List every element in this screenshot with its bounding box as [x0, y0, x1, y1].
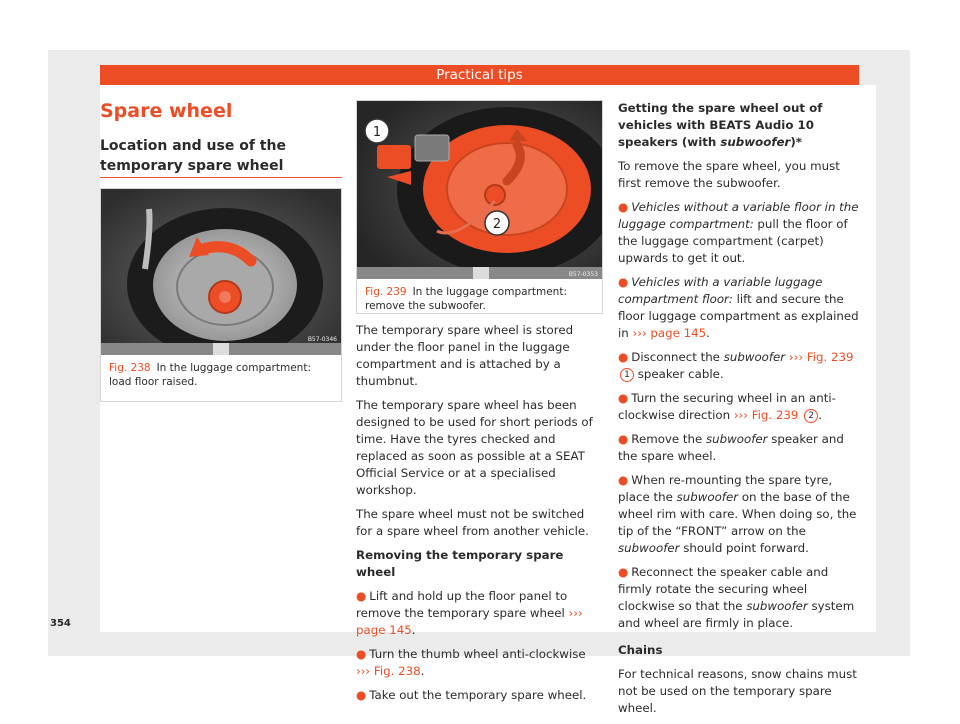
bullet-item: ● Reconnect the speaker cable and firmly rotate the securing wheel clockwise so that the subwoofer system and wheel are firmly in place. [618, 565, 855, 630]
callout-number: 2 [804, 409, 818, 423]
spare-wheel-illustration [101, 189, 341, 355]
chains-heading: Chains [618, 643, 663, 657]
figure-caption [357, 279, 602, 313]
paragraph-1: The temporary spare wheel is stored under the floor panel in the luggage compartment and is attached by a thumbnut. [356, 323, 574, 388]
subwoofer-heading: Getting the spare wheel out of vehicles with BEATS Audio 10 speakers (with subwoofer)* [618, 101, 823, 149]
middle-body [356, 322, 601, 711]
paragraph-2: The temporary spare wheel has been designed to be used for short periods of time. Have the tyres checked and replaced as soon as possible at a SEAT Official Service or at a specialised workshop. [356, 398, 593, 497]
bullet-item: ● Take out the temporary spare wheel. [356, 688, 587, 702]
figure-caption-text: In the luggage compartment: load floor raised. [109, 362, 311, 388]
figure-caption [101, 355, 341, 389]
bullet-item: ● Vehicles with a variable luggage compartment floor: lift and secure the floor luggage compartment as explained in ››› page 145. [618, 275, 859, 340]
bullet-dot-icon: ● [356, 647, 367, 661]
figure-238 [100, 188, 342, 402]
page-title: Spare wheel [100, 100, 233, 122]
callout-1: 1 [372, 125, 382, 140]
page-number: 354 [50, 618, 71, 629]
bullet-item: ● Turn the securing wheel in an anti-clockwise direction ››› Fig. 239 2 . [618, 391, 836, 422]
paragraph-3: The spare wheel must not be switched for a spare wheel from another vehicle. [356, 507, 589, 538]
figure-number: Fig. 239 [365, 286, 407, 298]
intro-paragraph: To remove the spare wheel, you must first remove the subwoofer. [618, 159, 840, 190]
bullet-dot-icon: ● [618, 432, 629, 446]
right-body [618, 100, 861, 724]
figure-code: B57-0346 [307, 336, 337, 343]
bullet-dot-icon: ● [618, 565, 629, 579]
bullet-dot-icon: ● [618, 391, 629, 405]
bullet-item: ● Turn the thumb wheel anti-clockwise ››› Fig. 238. [356, 647, 586, 678]
page-link[interactable]: ››› page 145 [632, 326, 707, 340]
figure-caption-text: In the luggage compartment: remove the subwoofer. [365, 286, 567, 312]
figure-link[interactable]: ››› Fig. 239 [733, 408, 799, 422]
bullet-item: ● Lift and hold up the floor panel to remove the temporary spare wheel ››› page 145. [356, 589, 583, 637]
bullet-dot-icon: ● [618, 473, 629, 487]
chains-paragraph: For technical reasons, snow chains must not be used on the temporary spare wheel. [618, 667, 857, 715]
bullet-dot-icon: ● [618, 200, 629, 214]
callout-2: 2 [492, 217, 502, 232]
title-rule [100, 177, 342, 178]
bullet-item: ● Remove the subwoofer speaker and the spare wheel. [618, 432, 844, 463]
figure-number: Fig. 238 [109, 362, 151, 374]
figure-link[interactable]: ››› Fig. 238 [356, 664, 421, 678]
callout-number: 1 [620, 368, 634, 382]
section-subheading: Location and use of the temporary spare wheel [100, 138, 286, 174]
bullet-item: ● Disconnect the subwoofer ››› Fig. 239 1 speaker cable. [618, 350, 854, 381]
page-link[interactable]: ››› page 145 [356, 606, 583, 637]
bullet-item: ● Vehicles without a variable floor in the luggage compartment: pull the floor of the luggage compartment (carpet) upwards to get it out. [618, 200, 859, 265]
bullet-dot-icon: ● [618, 350, 629, 364]
subwoofer-illustration [357, 101, 602, 279]
bullet-dot-icon: ● [356, 688, 367, 702]
figure-239 [356, 100, 603, 314]
page-sheet [100, 85, 876, 715]
section-header: Practical tips [100, 65, 859, 85]
bullet-dot-icon: ● [618, 275, 629, 289]
bullet-dot-icon: ● [356, 589, 367, 603]
figure-link[interactable]: ››› Fig. 239 [785, 350, 854, 364]
bullet-item: ● When re-mounting the spare tyre, place the subwoofer on the base of the wheel rim with care. When doing so, the tip of the “FRONT” arrow on the subwoofer should point forward. [618, 473, 857, 555]
figure-code: B57-0353 [568, 271, 598, 278]
removing-heading: Removing the temporary spare wheel [356, 548, 564, 579]
